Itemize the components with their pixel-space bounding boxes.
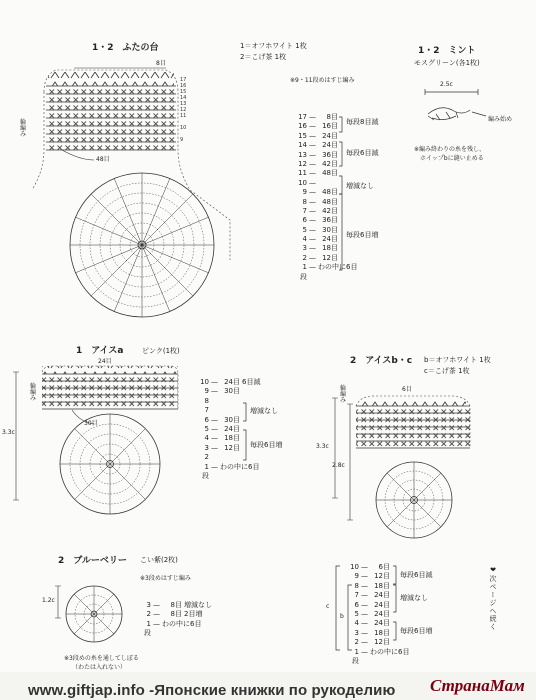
ice-bc-top-count: 6目 — [402, 386, 412, 393]
svg-text:10: 10 — [180, 125, 187, 131]
svg-text:15: 15 — [180, 89, 187, 95]
ice-bc-side-label: 輪編み — [340, 385, 347, 404]
watermark-logo: СтранаМам — [430, 676, 525, 695]
mint-chart — [425, 89, 486, 120]
footer-link[interactable]: www.giftjap.info -Японские книжки по рукоделию — [28, 682, 396, 699]
ice-a-side-label: 輪編み — [30, 383, 37, 402]
svg-text:16: 16 — [180, 83, 187, 89]
mint-title: 1・2 ミント — [418, 46, 476, 56]
ice-bc-height-2: 2.8c — [332, 462, 345, 469]
mint-note-2: ホイップbに縫い止める — [420, 155, 484, 162]
lid-chart — [32, 68, 230, 317]
ice-bc-color-c: c＝こげ茶 1枚 — [424, 367, 470, 375]
ice-a-title: 1 アイスa — [76, 346, 124, 356]
ice-bc-height-1: 3.3c — [316, 443, 329, 450]
lid-side-label: 輪編み — [20, 119, 27, 138]
ice-bc-title: 2 アイスb・c — [350, 356, 413, 366]
ice-a-bracket-2: 毎段6目増 — [250, 441, 283, 449]
mint-start: 編み始め — [488, 116, 513, 123]
ice-a-height: 3.3c — [2, 429, 15, 436]
blueberry-chart — [55, 586, 122, 642]
ice-bc-bracket-1: 毎段6目減 — [400, 571, 433, 579]
lid-color-1: 1＝オフホワイト 1枚 — [240, 42, 307, 50]
ice-bc-label-b: b — [340, 613, 344, 620]
continue-note: ❤次ページへ続く — [489, 566, 497, 631]
lid-bottom-count: 48目 — [96, 156, 110, 163]
ice-bc-bracket-2: 増減なし — [400, 594, 428, 602]
ice-a-color: ピンク(1枚) — [142, 347, 180, 355]
svg-text:13: 13 — [180, 101, 187, 107]
lid-color-2: 2＝こげ茶 1枚 — [240, 53, 287, 61]
ice-a-bottom-count: 30目 — [84, 420, 98, 427]
lid-bracket-3: 増減なし — [346, 182, 374, 190]
svg-text:12: 12 — [180, 107, 187, 113]
ice-a-table-brackets — [243, 403, 246, 460]
blueberry-title: 2 ブルーベリー — [58, 556, 127, 566]
svg-text:14: 14 — [180, 95, 187, 101]
blueberry-color: こい紫(2枚) — [140, 556, 178, 564]
mint-subtitle: モスグリーン(各1枚) — [414, 59, 480, 67]
lid-title: 1・2 ふたの台 — [92, 43, 159, 53]
blueberry-dim: 1.2c — [42, 597, 55, 604]
lid-bracket-4: 毎段6目増 — [346, 231, 379, 239]
mint-dim: 2.5c — [440, 81, 453, 88]
ice-bc-color-b: b＝オフホワイト 1枚 — [424, 356, 491, 364]
ice-a-bracket-1: 増減なし — [250, 407, 278, 415]
lid-bracket-2: 毎段6目減 — [346, 149, 379, 157]
ice-bc-label-c: c — [326, 603, 330, 610]
lid-bracket-1: 毎段8目減 — [346, 118, 379, 126]
lid-note: ※9・11段めはすじ編み — [290, 77, 355, 84]
svg-text:11: 11 — [180, 113, 187, 119]
lid-top-count: 8目 — [156, 60, 166, 67]
ice-bc-chart — [332, 396, 470, 538]
blueberry-note-2: ※3段めの糸を通してしぼる — [64, 655, 139, 662]
svg-text:17: 17 — [180, 77, 187, 83]
blueberry-note-3: （わたは入れない） — [72, 664, 127, 671]
ice-bc-bracket-3: 毎段6目増 — [400, 627, 433, 635]
svg-text:9: 9 — [180, 137, 184, 143]
mint-note-1: ※編み終わりの糸を残し、 — [414, 146, 486, 153]
blueberry-note: ※3段めはすじ編み — [140, 575, 191, 582]
lid-table-brackets — [339, 117, 342, 270]
ice-a-top-count: 24目 — [98, 358, 112, 365]
